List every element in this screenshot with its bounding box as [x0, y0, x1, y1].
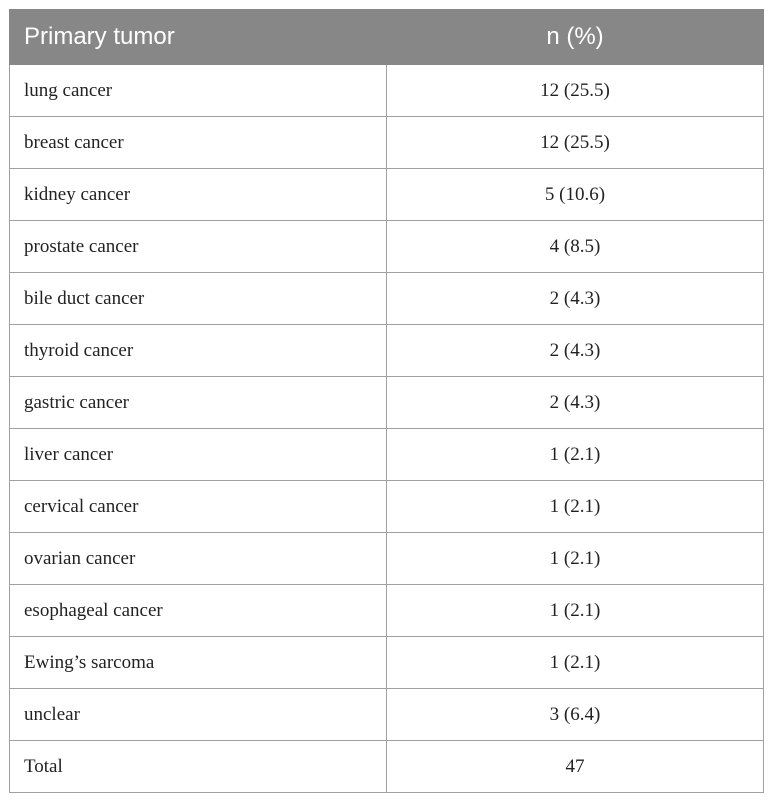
- tumor-type-cell: esophageal cancer: [10, 585, 387, 637]
- table-row: [10, 377, 764, 429]
- count-cell: 2 (4.3): [387, 325, 764, 377]
- count-cell: 1 (2.1): [387, 637, 764, 689]
- table-body: [10, 65, 764, 793]
- count-cell: 1 (2.1): [387, 481, 764, 533]
- table-row: [10, 169, 764, 221]
- count-cell: 1 (2.1): [387, 429, 764, 481]
- tumor-type-cell: Ewing’s sarcoma: [10, 637, 387, 689]
- tumor-type-cell: bile duct cancer: [10, 273, 387, 325]
- tumor-type-cell: gastric cancer: [10, 377, 387, 429]
- tumor-type-cell: thyroid cancer: [10, 325, 387, 377]
- table-row: [10, 585, 764, 637]
- table-row: [10, 221, 764, 273]
- count-cell: 12 (25.5): [387, 65, 764, 117]
- count-cell: 3 (6.4): [387, 689, 764, 741]
- table-header: [10, 10, 764, 65]
- tumor-type-cell: prostate cancer: [10, 221, 387, 273]
- table-row: [10, 117, 764, 169]
- count-cell: 1 (2.1): [387, 585, 764, 637]
- count-cell: 2 (4.3): [387, 273, 764, 325]
- count-cell: 1 (2.1): [387, 533, 764, 585]
- table-row: [10, 273, 764, 325]
- table-row: [10, 689, 764, 741]
- total-label-cell: Total: [10, 741, 387, 793]
- total-count-cell: 47: [387, 741, 764, 793]
- table-row: [10, 533, 764, 585]
- table-row: [10, 429, 764, 481]
- tumor-type-cell: liver cancer: [10, 429, 387, 481]
- total-row: [10, 741, 764, 793]
- primary-tumor-table: [9, 9, 764, 793]
- header-row: [10, 10, 764, 65]
- tumor-type-cell: breast cancer: [10, 117, 387, 169]
- tumor-type-cell: cervical cancer: [10, 481, 387, 533]
- tumor-type-cell: unclear: [10, 689, 387, 741]
- table-row: [10, 637, 764, 689]
- table-row: [10, 65, 764, 117]
- count-cell: 2 (4.3): [387, 377, 764, 429]
- tumor-type-cell: ovarian cancer: [10, 533, 387, 585]
- count-cell: 5 (10.6): [387, 169, 764, 221]
- header-n-percent: n (%): [387, 10, 764, 65]
- tumor-type-cell: kidney cancer: [10, 169, 387, 221]
- tumor-table-container: [9, 9, 763, 793]
- tumor-type-cell: lung cancer: [10, 65, 387, 117]
- count-cell: 4 (8.5): [387, 221, 764, 273]
- table-row: [10, 481, 764, 533]
- count-cell: 12 (25.5): [387, 117, 764, 169]
- header-primary-tumor: Primary tumor: [10, 10, 387, 65]
- table-row: [10, 325, 764, 377]
